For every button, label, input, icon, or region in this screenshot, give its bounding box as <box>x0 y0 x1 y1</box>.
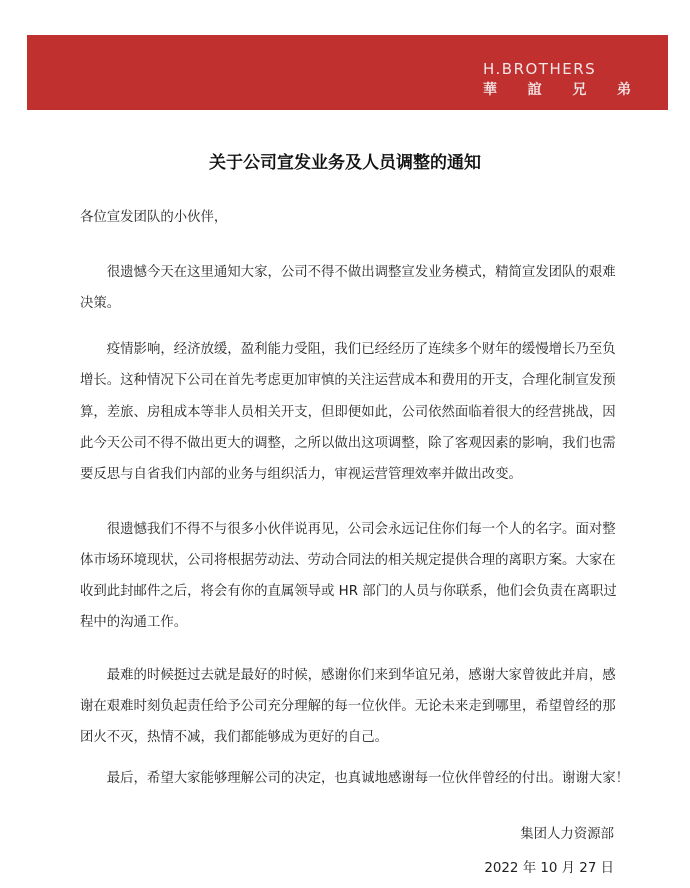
header-banner <box>27 35 668 110</box>
paragraph-line: 体市场环境现状，公司将根据劳动法、劳动合同法的相关规定提供合理的离职方案。大家在 <box>80 553 616 568</box>
signature-department: 集团人力资源部 <box>520 827 614 842</box>
greeting: 各位宣发团队的小伙伴， <box>80 210 228 225</box>
document-title: 关于公司宣发业务及人员调整的通知 <box>209 153 481 173</box>
paragraph-line: 很遗憾我们不得不与很多小伙伴说再见，公司会永远记住你们每一个人的名字。面对整 <box>80 522 616 537</box>
logo-char: 弟 <box>616 82 631 98</box>
paragraph-line: 要反思与自省我们内部的业务与组织活力，审视运营管理效率并做出改变。 <box>80 467 522 482</box>
logo-chinese <box>483 79 631 99</box>
logo-char: 華 <box>483 82 497 98</box>
signature-date: 2022 年 10 月 27 日 <box>484 861 614 876</box>
logo-char: 兄 <box>572 82 587 98</box>
paragraph-line: 很遗憾今天在这里通知大家，公司不得不做出调整宣发业务模式，精简宣发团队的艰难 <box>80 265 616 280</box>
paragraph-line: 团火不灭，热情不减，我们都能够成为更好的自己。 <box>80 730 388 745</box>
paragraph-line: 增长。这种情况下公司在首先考虑更加审慎的关注运营成本和费用的开支，合理化制宣发预 <box>80 373 616 388</box>
logo-char: 誼 <box>527 82 542 98</box>
logo-english: H.BROTHERS <box>483 60 597 78</box>
paragraph-line: 此今天公司不得不做出更大的调整，之所以做出这项调整，除了客观因素的影响，我们也需 <box>80 436 616 451</box>
paragraph-line: 最难的时候挺过去就是最好的时候，感谢你们来到华谊兄弟，感谢大家曾彼此并肩，感 <box>80 668 616 683</box>
paragraph-line: 决策。 <box>80 296 121 311</box>
paragraph-line: 程中的沟通工作。 <box>80 615 188 630</box>
paragraph-line: 谢在艰难时刻负起责任给予公司充分理解的每一位伙伴。无论未来走到哪里，希望曾经的那 <box>80 699 616 714</box>
paragraph-line: 收到此封邮件之后，将会有你的直属领导或 HR 部门的人员与你联系，他们会负责在离职过 <box>80 584 617 599</box>
paragraph-line: 疫情影响，经济放缓，盈利能力受阻，我们已经经历了连续多个财年的缓慢增长乃至负 <box>80 342 616 357</box>
paragraph-line: 算，差旅、房租成本等非人员相关开支，但即便如此，公司依然面临着很大的经营挑战，因 <box>80 405 616 420</box>
paragraph-line: 最后，希望大家能够理解公司的决定，也真诚地感谢每一位伙伴曾经的付出。谢谢大家！ <box>80 771 630 786</box>
